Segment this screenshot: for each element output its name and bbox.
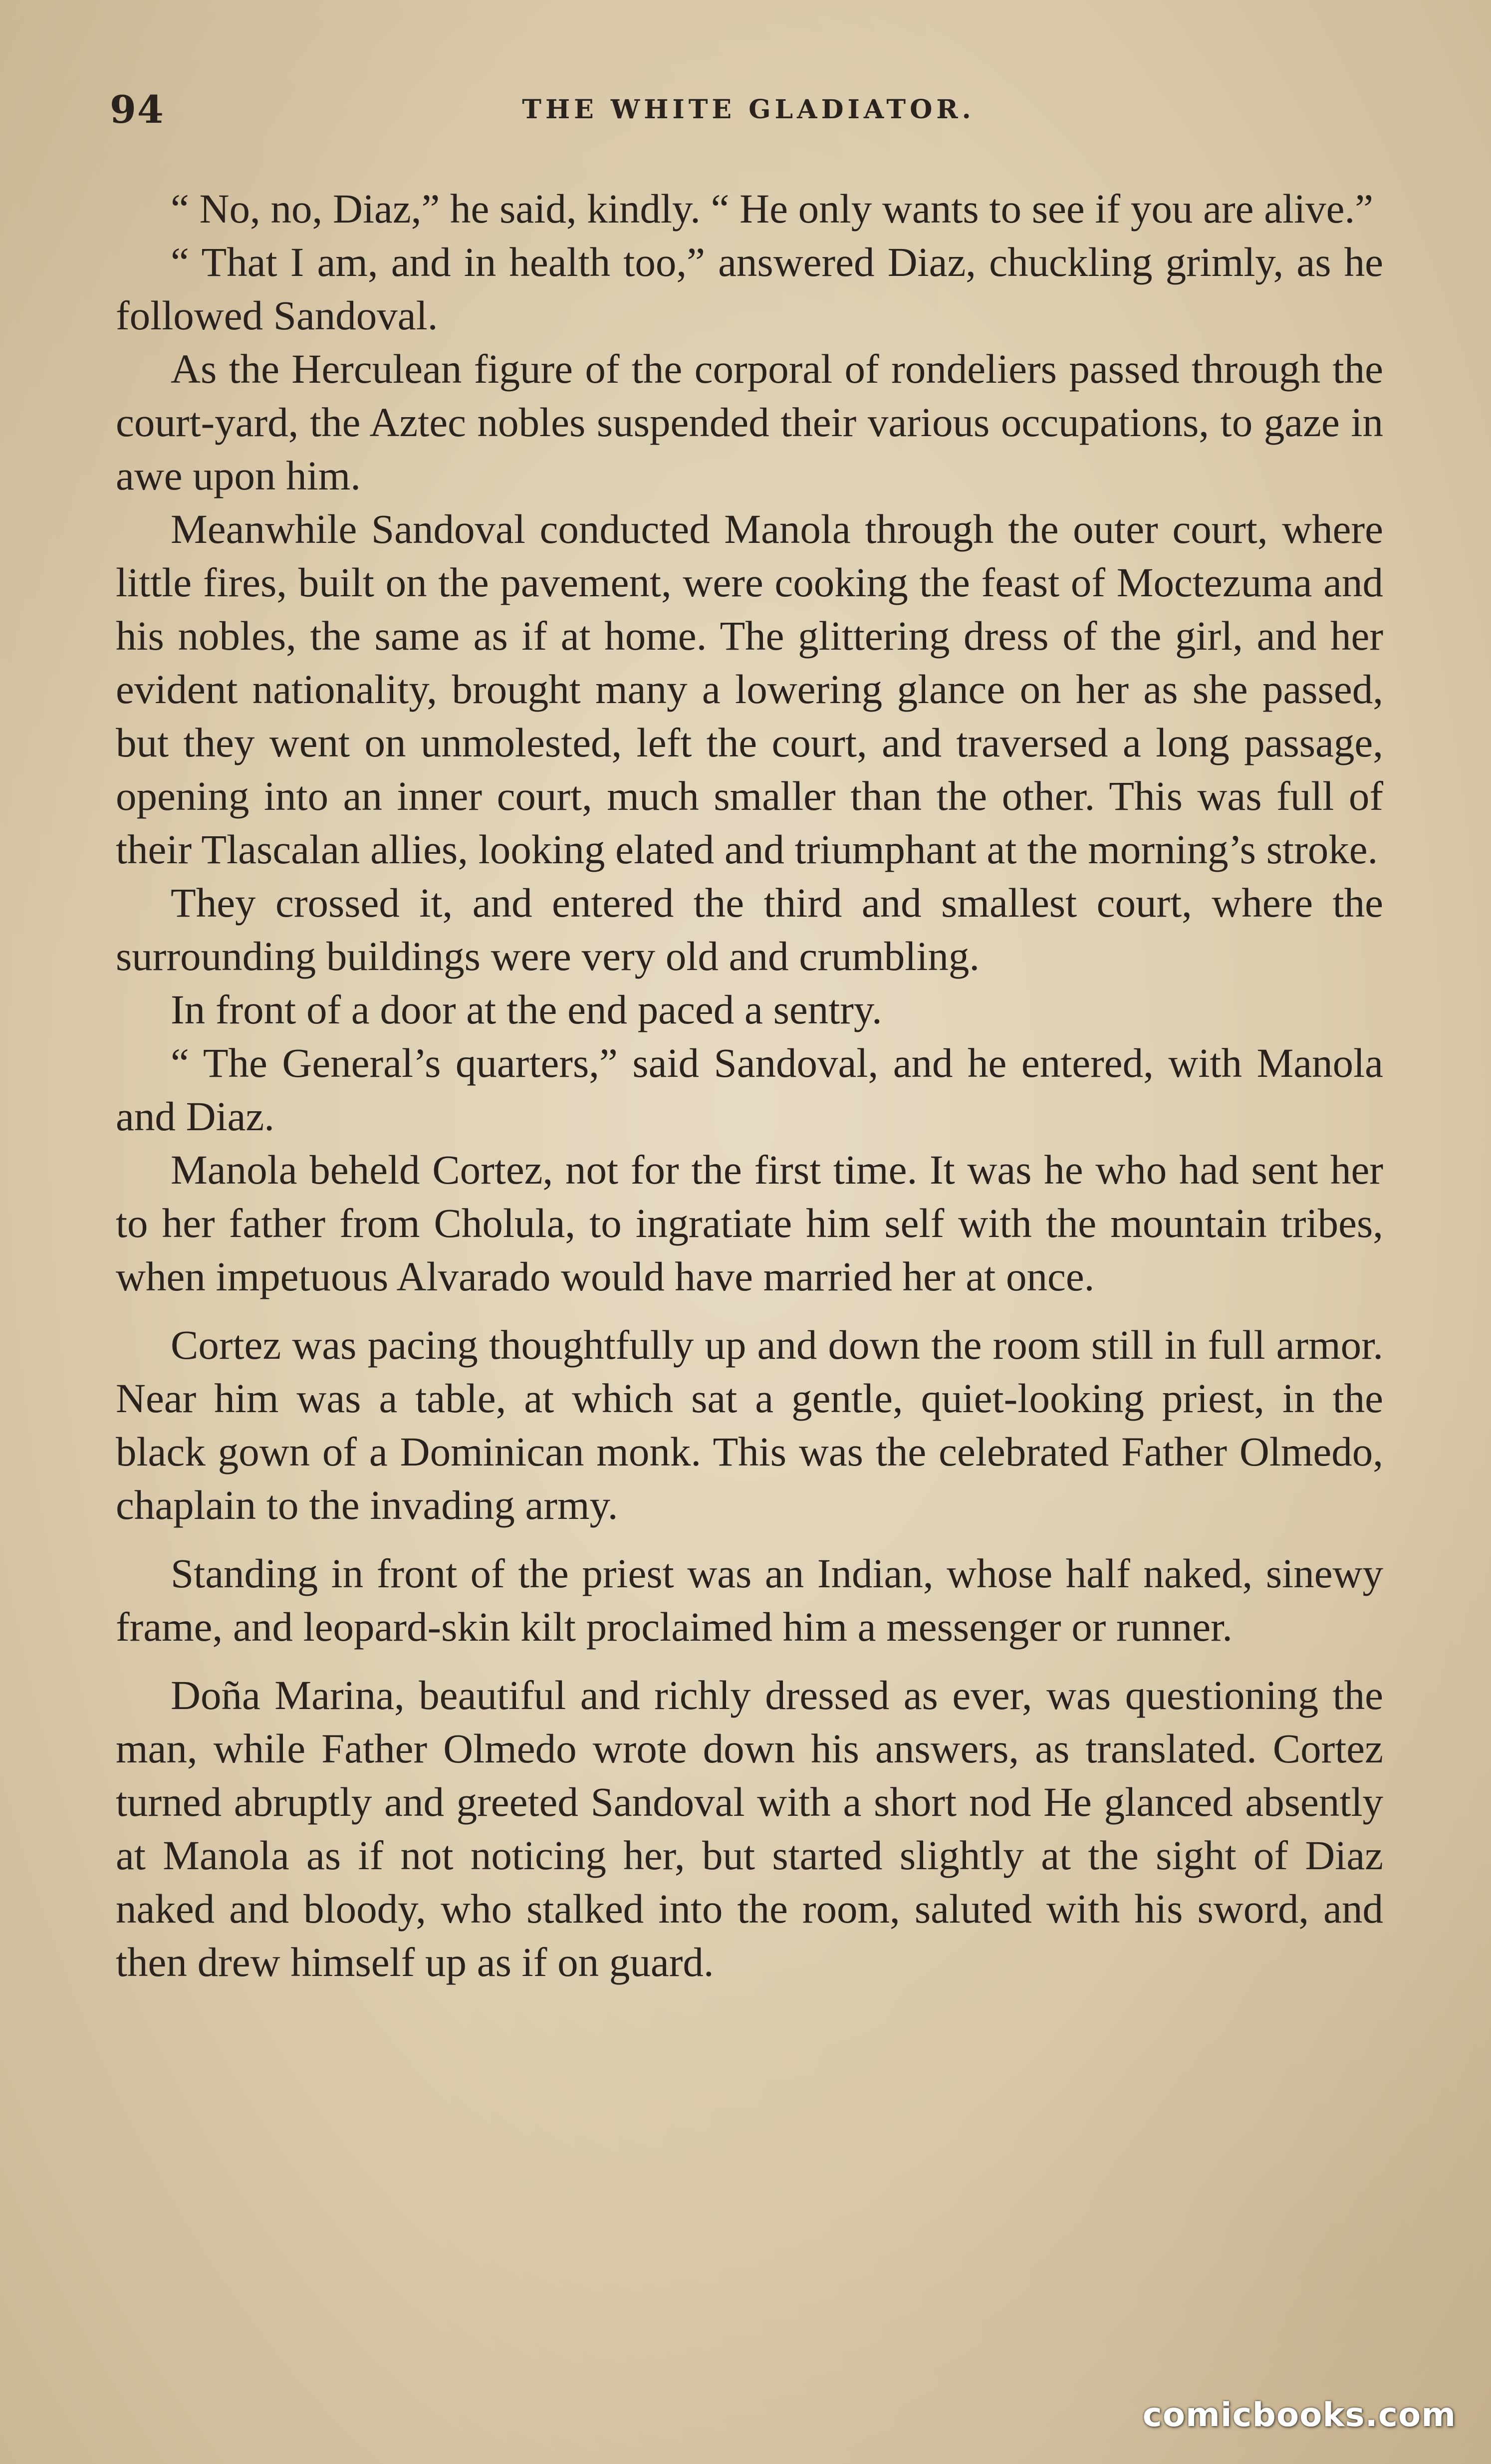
running-title: THE WHITE GLADIATOR.: [522, 94, 975, 125]
paragraph: “ The General’s quarters,” said Sandoval, and he entered, with Manola and Diaz.: [116, 1040, 1383, 1139]
page-number: 94: [110, 87, 165, 132]
paragraph: “ No, no, Diaz,” he said, kindly. “ He only wants to see if you are alive.”: [171, 186, 1374, 232]
running-head: [110, 87, 1387, 132]
paragraph: They crossed it, and entered the third and smallest court, where the surrounding buildings were very old and crumbling.: [116, 880, 1383, 979]
paragraph: As the Herculean figure of the corporal of rondeliers passed through the court-yard, the Aztec nobles suspended their various occupations, to gaze in awe upon him.: [116, 346, 1383, 498]
paragraph: Standing in front of the priest was an Indian, whose half naked, sinewy frame, and leopard-skin kilt proclaimed him a messenger or runner.: [116, 1550, 1383, 1650]
paragraph: Manola beheld Cortez, not for the first time. It was he who had sent her to her father from Cholula, to ingratiate him self with the mountain tribes, when impetuous Alvarado would have married her at once.: [116, 1147, 1383, 1299]
paragraph: Cortez was pacing thoughtfully up and down the room still in full armor. Near him was a table, at which sat a gentle, quiet-looking priest, in the black gown of a Dominican monk. This was the celebrated Father Olmedo, chaplain to the invading army.: [116, 1322, 1383, 1528]
paragraph: Doña Marina, beautiful and richly dressed as ever, was questioning the man, while Father Olmedo wrote down his answers, as translated. Cortez turned abruptly and greeted Sandoval with a short nod He glanced absently at Manola as if not noticing her, but started slightly at the sight of Diaz naked and bloody, who stalked into the room, saluted with his sword, and then drew himself up as if on guard.: [116, 1672, 1383, 1985]
paragraph: “ That I am, and in health too,” answered Diaz, chuckling grimly, as he followed Sandoval.: [116, 239, 1383, 338]
paragraph: Meanwhile Sandoval conducted Manola through the outer court, where little fires, built on the pavement, were cooking the feast of Moctezuma and his nobles, the same as if at home. The glittering dress of the girl, and her evident nationality, brought many a lowering glance on her as she passed, but they went on unmolested, left the court, and traversed a long passage, opening into an inner court, much smaller than the other. This was full of their Tlascalan allies, looking elated and triumphant at the morning’s stroke.: [116, 506, 1383, 872]
body-text: [116, 182, 1383, 1989]
paragraph: In front of a door at the end paced a sentry.: [171, 986, 882, 1032]
watermark: comicbooks.com: [1142, 2396, 1456, 2434]
